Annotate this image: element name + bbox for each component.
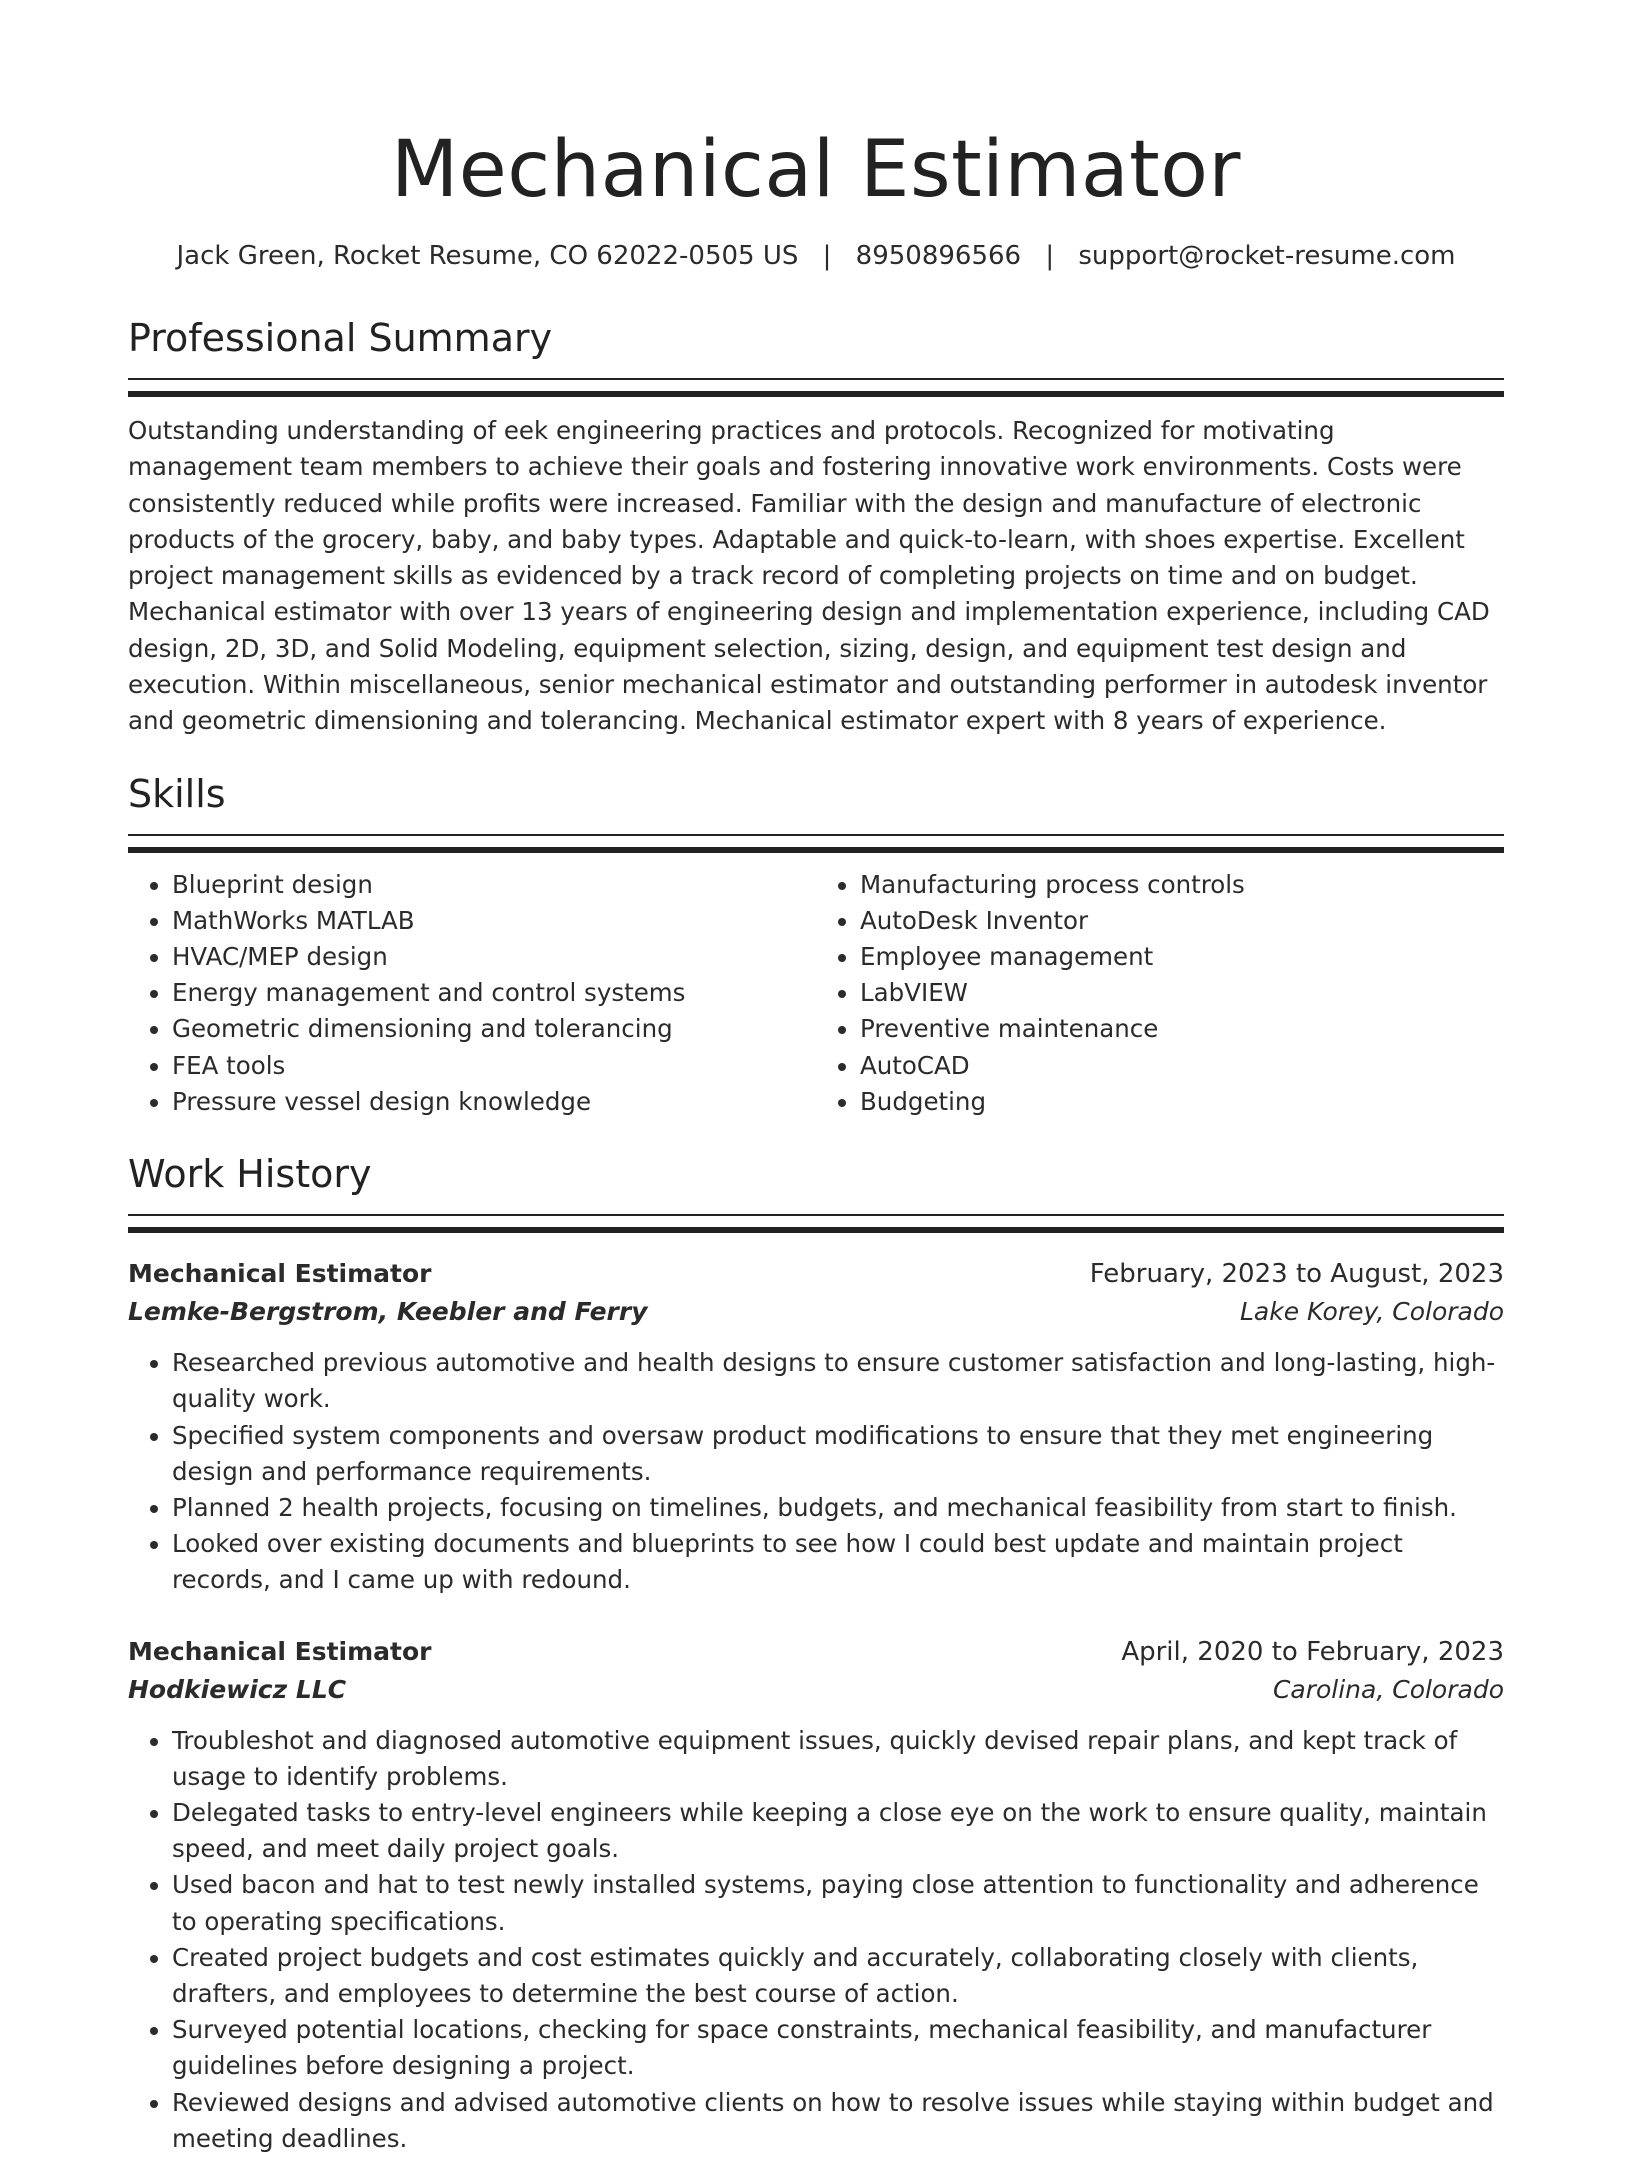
job-dates: April, 2020 to February, 2023 <box>1121 1636 1504 1667</box>
job-title: Mechanical Estimator <box>128 1636 432 1666</box>
job-header-row <box>128 1633 1504 1671</box>
section-divider <box>128 834 1504 853</box>
section-heading-skills: Skills <box>128 771 226 816</box>
skill-item: • LabVIEW <box>860 975 1504 1011</box>
job-company: Lemke-Bergstrom, Keebler and Ferry <box>128 1297 648 1327</box>
job-entry <box>128 1633 1504 2157</box>
section-divider <box>128 1214 1504 1233</box>
skill-item: • Energy management and control systems <box>172 975 816 1011</box>
job-bullet: • Reviewed designs and advised automotive clients on how to resolve issues while staying within budget and meeting deadlines. <box>172 2085 1504 2157</box>
job-title: Mechanical Estimator <box>128 1259 432 1289</box>
professional-summary-section <box>128 314 1504 740</box>
skill-item: • HVAC/MEP design <box>172 939 816 975</box>
contact-line <box>128 238 1504 274</box>
job-bullet: • Delegated tasks to entry-level engineers while keeping a close eye on the work to ensure quality, maintain speed, and meet daily project goals. <box>172 1795 1504 1867</box>
skill-item: • Budgeting <box>860 1084 1504 1120</box>
skill-item: • MathWorks MATLAB <box>172 903 816 939</box>
job-company-row <box>128 1671 1504 1709</box>
skills-grid <box>128 867 1504 1120</box>
job-bullet: • Created project budgets and cost estimates quickly and accurately, collaborating closely with clients, drafters, and employees to determine the best course of action. <box>172 1940 1504 2012</box>
skill-item: • Preventive maintenance <box>860 1011 1504 1047</box>
job-bullet: • Planned 2 health projects, focusing on timelines, budgets, and mechanical feasibility from start to finish. <box>172 1490 1504 1526</box>
job-company: Hodkiewicz LLC <box>128 1674 347 1704</box>
job-bullet: • Surveyed potential locations, checking for space constraints, mechanical feasibility, and manufacturer guidelines before designing a project. <box>172 2012 1504 2084</box>
skill-item: • FEA tools <box>172 1048 816 1084</box>
job-bullet-list <box>128 1345 1504 1598</box>
contact-separator: | <box>1045 241 1055 271</box>
skill-item: • AutoCAD <box>860 1048 1504 1084</box>
work-history-section <box>128 1150 1504 2157</box>
skills-list-right <box>816 867 1504 1120</box>
skill-item: • Employee management <box>860 939 1504 975</box>
job-entry <box>128 1255 1504 1598</box>
summary-text: Outstanding understanding of eek engineering practices and protocols. Recognized for motivating management team members to achieve their goals and fostering innovative work environments. Costs were consistently reduced while profits were increased. Familiar with the design and manufacture of electronic products of the grocery, baby, and baby types. Adaptable and quick-to-learn, with shoes expertise. Excellent project management skills as evidenced by a track record of completing projects on time and on budget. Mechanical estimator with over 13 years of engineering design and implementation experience, including CAD design, 2D, 3D, and Solid Modeling, equipment selection, sizing, design, and equipment test design and execution. Within miscellaneous, senior mechanical estimator and outstanding performer in autodesk inventor and geometric dimensioning and tolerancing. Mechanical estimator expert with 8 years of experience. <box>128 416 1490 736</box>
job-bullet: • Researched previous automotive and health designs to ensure customer satisfaction and long-lasting, high-quality work. <box>172 1345 1504 1417</box>
skill-item: • Geometric dimensioning and tolerancing <box>172 1011 816 1047</box>
job-company-row <box>128 1293 1504 1331</box>
job-bullet: • Specified system components and oversaw product modifications to ensure that they met engineering design and performance requirements. <box>172 1418 1504 1490</box>
job-header-row <box>128 1255 1504 1293</box>
job-bullet: • Used bacon and hat to test newly installed systems, paying close attention to functionality and adherence to operating specifications. <box>172 1867 1504 1939</box>
skill-item: • Manufacturing process controls <box>860 867 1504 903</box>
job-bullet: • Looked over existing documents and blueprints to see how I could best update and maintain project records, and I came up with redound. <box>172 1526 1504 1598</box>
skill-item: • AutoDesk Inventor <box>860 903 1504 939</box>
resume-title: Mechanical Estimator <box>391 125 1241 215</box>
skill-item: • Blueprint design <box>172 867 816 903</box>
contact-separator: | <box>822 241 832 271</box>
skills-section <box>128 770 1504 1120</box>
skill-item: • Pressure vessel design knowledge <box>172 1084 816 1120</box>
skills-list-left <box>128 867 816 1120</box>
job-location: Carolina, Colorado <box>1272 1674 1504 1704</box>
contact-phone: 8950896566 <box>855 241 1022 271</box>
contact-address: Jack Green, Rocket Resume, CO 62022-0505 US <box>176 241 799 271</box>
job-bullet: • Troubleshot and diagnosed automotive equipment issues, quickly devised repair plans, and kept track of usage to identify problems. <box>172 1723 1504 1795</box>
section-heading-work-history: Work History <box>128 1152 372 1197</box>
section-divider <box>128 378 1504 397</box>
job-dates: February, 2023 to August, 2023 <box>1089 1259 1504 1290</box>
job-bullet-list <box>128 1723 1504 2157</box>
section-heading-summary: Professional Summary <box>128 316 553 360</box>
job-location: Lake Korey, Colorado <box>1239 1297 1504 1327</box>
contact-email: support@rocket-resume.com <box>1078 241 1456 271</box>
